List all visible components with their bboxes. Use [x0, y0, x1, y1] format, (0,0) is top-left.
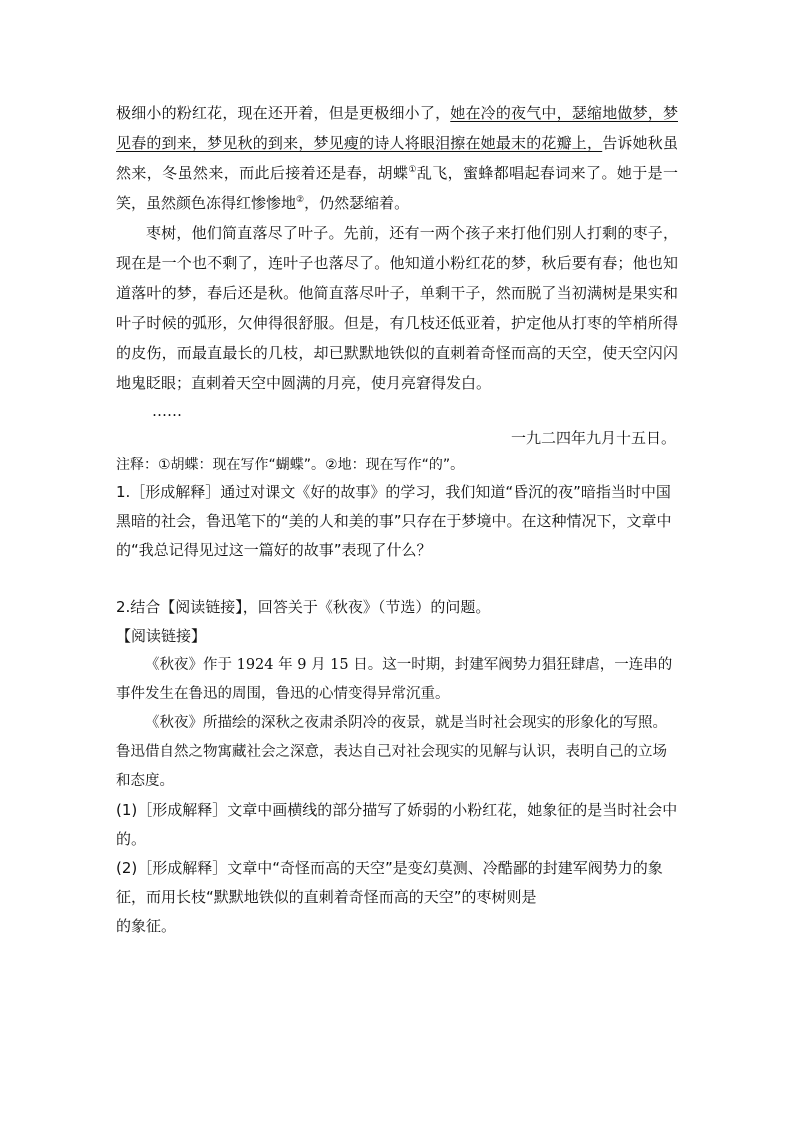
footnote-marker-1: ① — [408, 165, 417, 175]
passage-ellipsis: …… — [152, 402, 182, 420]
sub-question-2-text: (2)［形成解释］文章中“奇怪而高的天空”是变幻莫测、冷酷鄙的封建军阀势力的象征，而用长枝“默默地铁似的直刺着奇怪而高的天空”的枣树则是 — [116, 859, 663, 906]
passage-p1-text-after-c: ，仍然瑟缩着。 — [304, 194, 410, 212]
passage-paragraph-1 — [116, 98, 678, 218]
answer-space — [116, 565, 678, 593]
question-1: 1.［形成解释］通过对课文《好的故事》的学习，我们知道“昏沉的夜”暗指当时中国黑暗的社会，鲁迅笔下的“美的人和美的事”只存在于梦境中。在这种情况下，文章中的“我总记得见过这一篇好的故事”表现了什么？ — [116, 483, 672, 559]
passage-p1-text-after-b: 乱飞，蜜蜂都唱起春词来了。她于是一笑，虽然颜色冻得红惨惨地 — [116, 164, 678, 212]
sub-question-2 — [116, 854, 678, 941]
footnote-marker-2: ② — [296, 195, 305, 205]
reading-link-title: 【阅读链接】 — [116, 627, 207, 645]
underlined-phrase: 她在冷的夜气中，瑟缩地做梦，梦见春的到来，梦见秋的到来，梦见瘦的诗人将眼泪擦在她最末的花瓣上， — [116, 104, 678, 152]
sub-question-1: (1)［形成解释］文章中画横线的部分描写了娇弱的小粉红花，她象征的是当时社会中的。 — [116, 801, 678, 848]
reading-link-paragraph-2: 《秋夜》所描绘的深秋之夜肃杀阴冷的夜景，就是当时社会现实的形象化的写照。鲁迅借自然之物寓藏社会之深意，表达自己对社会现实的见解与认识，表明自己的立场和态度。 — [116, 715, 667, 789]
passage-p1-text-after-a: 告诉她秋虽然来，冬虽然来，而此后接着还是春，胡蝶 — [116, 134, 678, 182]
sub-question-2-ending: 的象征。 — [116, 917, 177, 935]
passage-date: 一九二四年九月十五日。 — [510, 429, 676, 447]
document-page — [116, 98, 678, 941]
passage-paragraph-2: 枣树，他们简直落尽了叶子。先前，还有一两个孩子来打他们别人打剩的枣子，现在是一个也不剩了，连叶子也落尽了。他知道小粉红花的梦，秋后要有春；他也知道落叶的梦，春后还是秋。他简直落尽叶子，单剩干子，然而脱了当初满树是果实和叶子时候的弧形，欠伸得很舒服。但是，有几枝还低亚着，护定他从打枣的竿梢所得的皮伤，而最直最长的几枝，却已默默地铁似的直刺着奇怪而高的天空，使天空闪闪地鬼眨眼；直刺着天空中圆满的月亮，使月亮窘得发白。 — [116, 224, 678, 392]
question-2-intro: 2.结合【阅读链接】，回答关于《秋夜》（节选）的问题。 — [116, 598, 491, 616]
passage-p1-text-before: 极细小的粉红花，现在还开着，但是更极细小了， — [116, 104, 451, 122]
footnotes: 注释：①胡蝶：现在写作“蝴蝶”。②地：现在写作“的”。 — [116, 457, 465, 473]
reading-link-paragraph-1: 《秋夜》作于 1924 年 9 月 15 日。这一时期，封建军阀势力猖狂肆虐，一连串的事件发生在鲁迅的周围，鲁迅的心情变得异常沉重。 — [116, 657, 673, 702]
